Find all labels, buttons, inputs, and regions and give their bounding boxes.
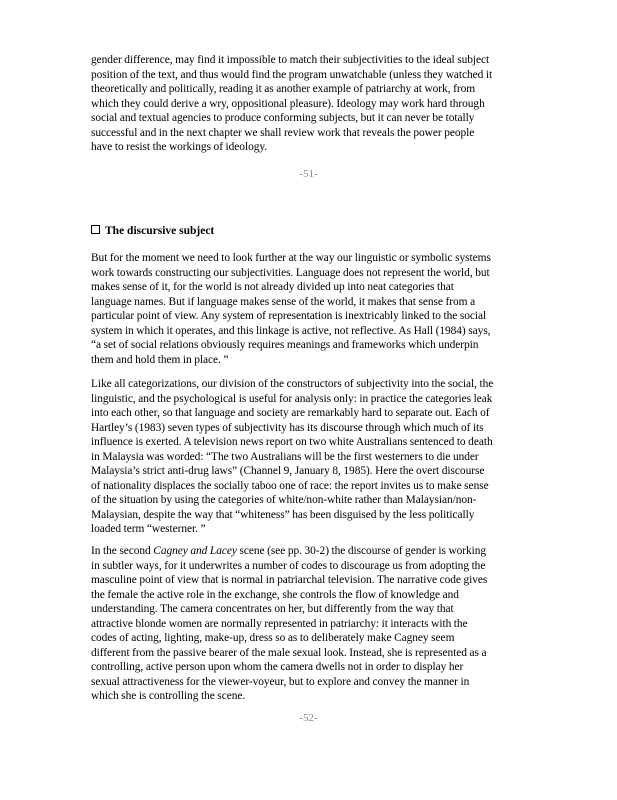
text-run: In the second	[91, 545, 154, 557]
square-bullet-icon	[91, 225, 100, 234]
text-line: gender difference, may find it impossible to match their subjectivities to the ideal subject	[91, 54, 490, 66]
text-line: system in which it operates, and this linkage is active, not reflective. As Hall (1984) says,	[91, 324, 491, 337]
text-run: scene (see pp. 30-2) the discourse of gender is working	[236, 545, 487, 557]
text-line: of nationality displaces the socially taboo one of race: the report invites us to make sense	[91, 479, 489, 492]
text-line: position of the text, and thus would find the program unwatchable (unless they watched it	[91, 68, 493, 81]
text-line: the female the active role in the exchange, she controls the flow of knowledge and	[91, 588, 459, 601]
text-line: which they could derive a wry, oppositional pleasure). Ideology may work hard through	[91, 97, 485, 110]
text-line: attractive blonde women are normally represented in patriarchy: it interacts with the	[91, 617, 468, 630]
text-line: codes of acting, lighting, make-up, dress so as to deliberately make Cagney seem	[91, 632, 455, 645]
text-line: understanding. The camera concentrates on her, but differently from the way that	[91, 603, 454, 616]
text-line: influence is exerted. A television news report on two white Australians sentenced to death	[91, 436, 493, 449]
text-line: in Malaysia was worded: “The two Australians will be the first westerners to die under	[91, 450, 479, 463]
paragraph-language	[91, 251, 536, 367]
text-line: successful and in the next chapter we shall review work that reveals the power people	[91, 126, 475, 139]
text-line: them and hold them in place. ”	[91, 353, 229, 366]
text-line: Malaysia’s strict anti-drug laws” (Channel 9, January 8, 1985). Here the overt discourse	[91, 465, 485, 478]
paragraph-cagney-lacey	[91, 544, 536, 704]
text-line: into each other, so that language and society are remarkably hard to separate out. Each of	[91, 407, 490, 420]
text-line: Malaysian, despite the way that “whiteness” has been disguised by the less politically	[91, 508, 475, 521]
text-line: theoretically and politically, reading it as another example of patriarchy at work, from	[91, 83, 476, 96]
text-line: social and textual agencies to produce conforming subjects, but it can never be totally	[91, 112, 475, 125]
text-line: loaded term “westerner. ”	[91, 523, 206, 536]
text-line: controlling, active person upon whom the camera dwells not in order to display her	[91, 661, 464, 674]
text-line: in subtler ways, for it underwrites a number of codes to discourage us from adopting the	[91, 559, 486, 572]
text-line: different from the passive bearer of the male sexual look. Instead, she is represented as a	[91, 646, 487, 659]
paragraph-ideology	[91, 53, 536, 155]
text-line	[91, 544, 536, 559]
text-line: sexual attractiveness for the viewer-voyeur, but to explore and convey the manner in	[91, 675, 470, 688]
text-line: language names. But if language makes sense of the world, it makes that sense from a	[91, 295, 476, 308]
section-heading	[91, 224, 214, 238]
italic-title: Cagney and Lacey	[153, 545, 237, 557]
section-heading-text: The discursive subject	[105, 225, 215, 237]
text-line: work towards constructing our subjectivities. Language does not represent the world, but	[91, 266, 490, 279]
text-line: have to resist the workings of ideology.	[91, 141, 268, 154]
text-line: masculine point of view that is normal in patriarchal television. The narrative code gives	[91, 574, 488, 587]
text-line: Like all categorizations, our division of the constructors of subjectivity into the social, the	[91, 378, 494, 390]
page-number: -51-	[299, 168, 318, 180]
paragraph-categorizations	[91, 377, 536, 537]
text-line: particular point of view. Any system of representation is inextricably linked to the social	[91, 310, 487, 323]
text-line: linguistic, and the psychological is useful for analysis only: in practice the categories leak	[91, 392, 493, 405]
page-number: -52-	[299, 712, 318, 724]
text-line: of the situation by using the categories of white/non-white rather than Malaysian/non-	[91, 494, 477, 507]
text-line: But for the moment we need to look further at the way our linguistic or symbolic systems	[91, 252, 491, 264]
text-line: which she is controlling the scene.	[91, 690, 246, 703]
text-line: “a set of social relations obviously requires meanings and frameworks which underpin	[91, 339, 479, 352]
text-line: makes sense of it, for the world is not already divided up into neat categories that	[91, 281, 454, 294]
text-line: Hartley’s (1983) seven types of subjectivity has its discourse through which much of its	[91, 421, 484, 434]
